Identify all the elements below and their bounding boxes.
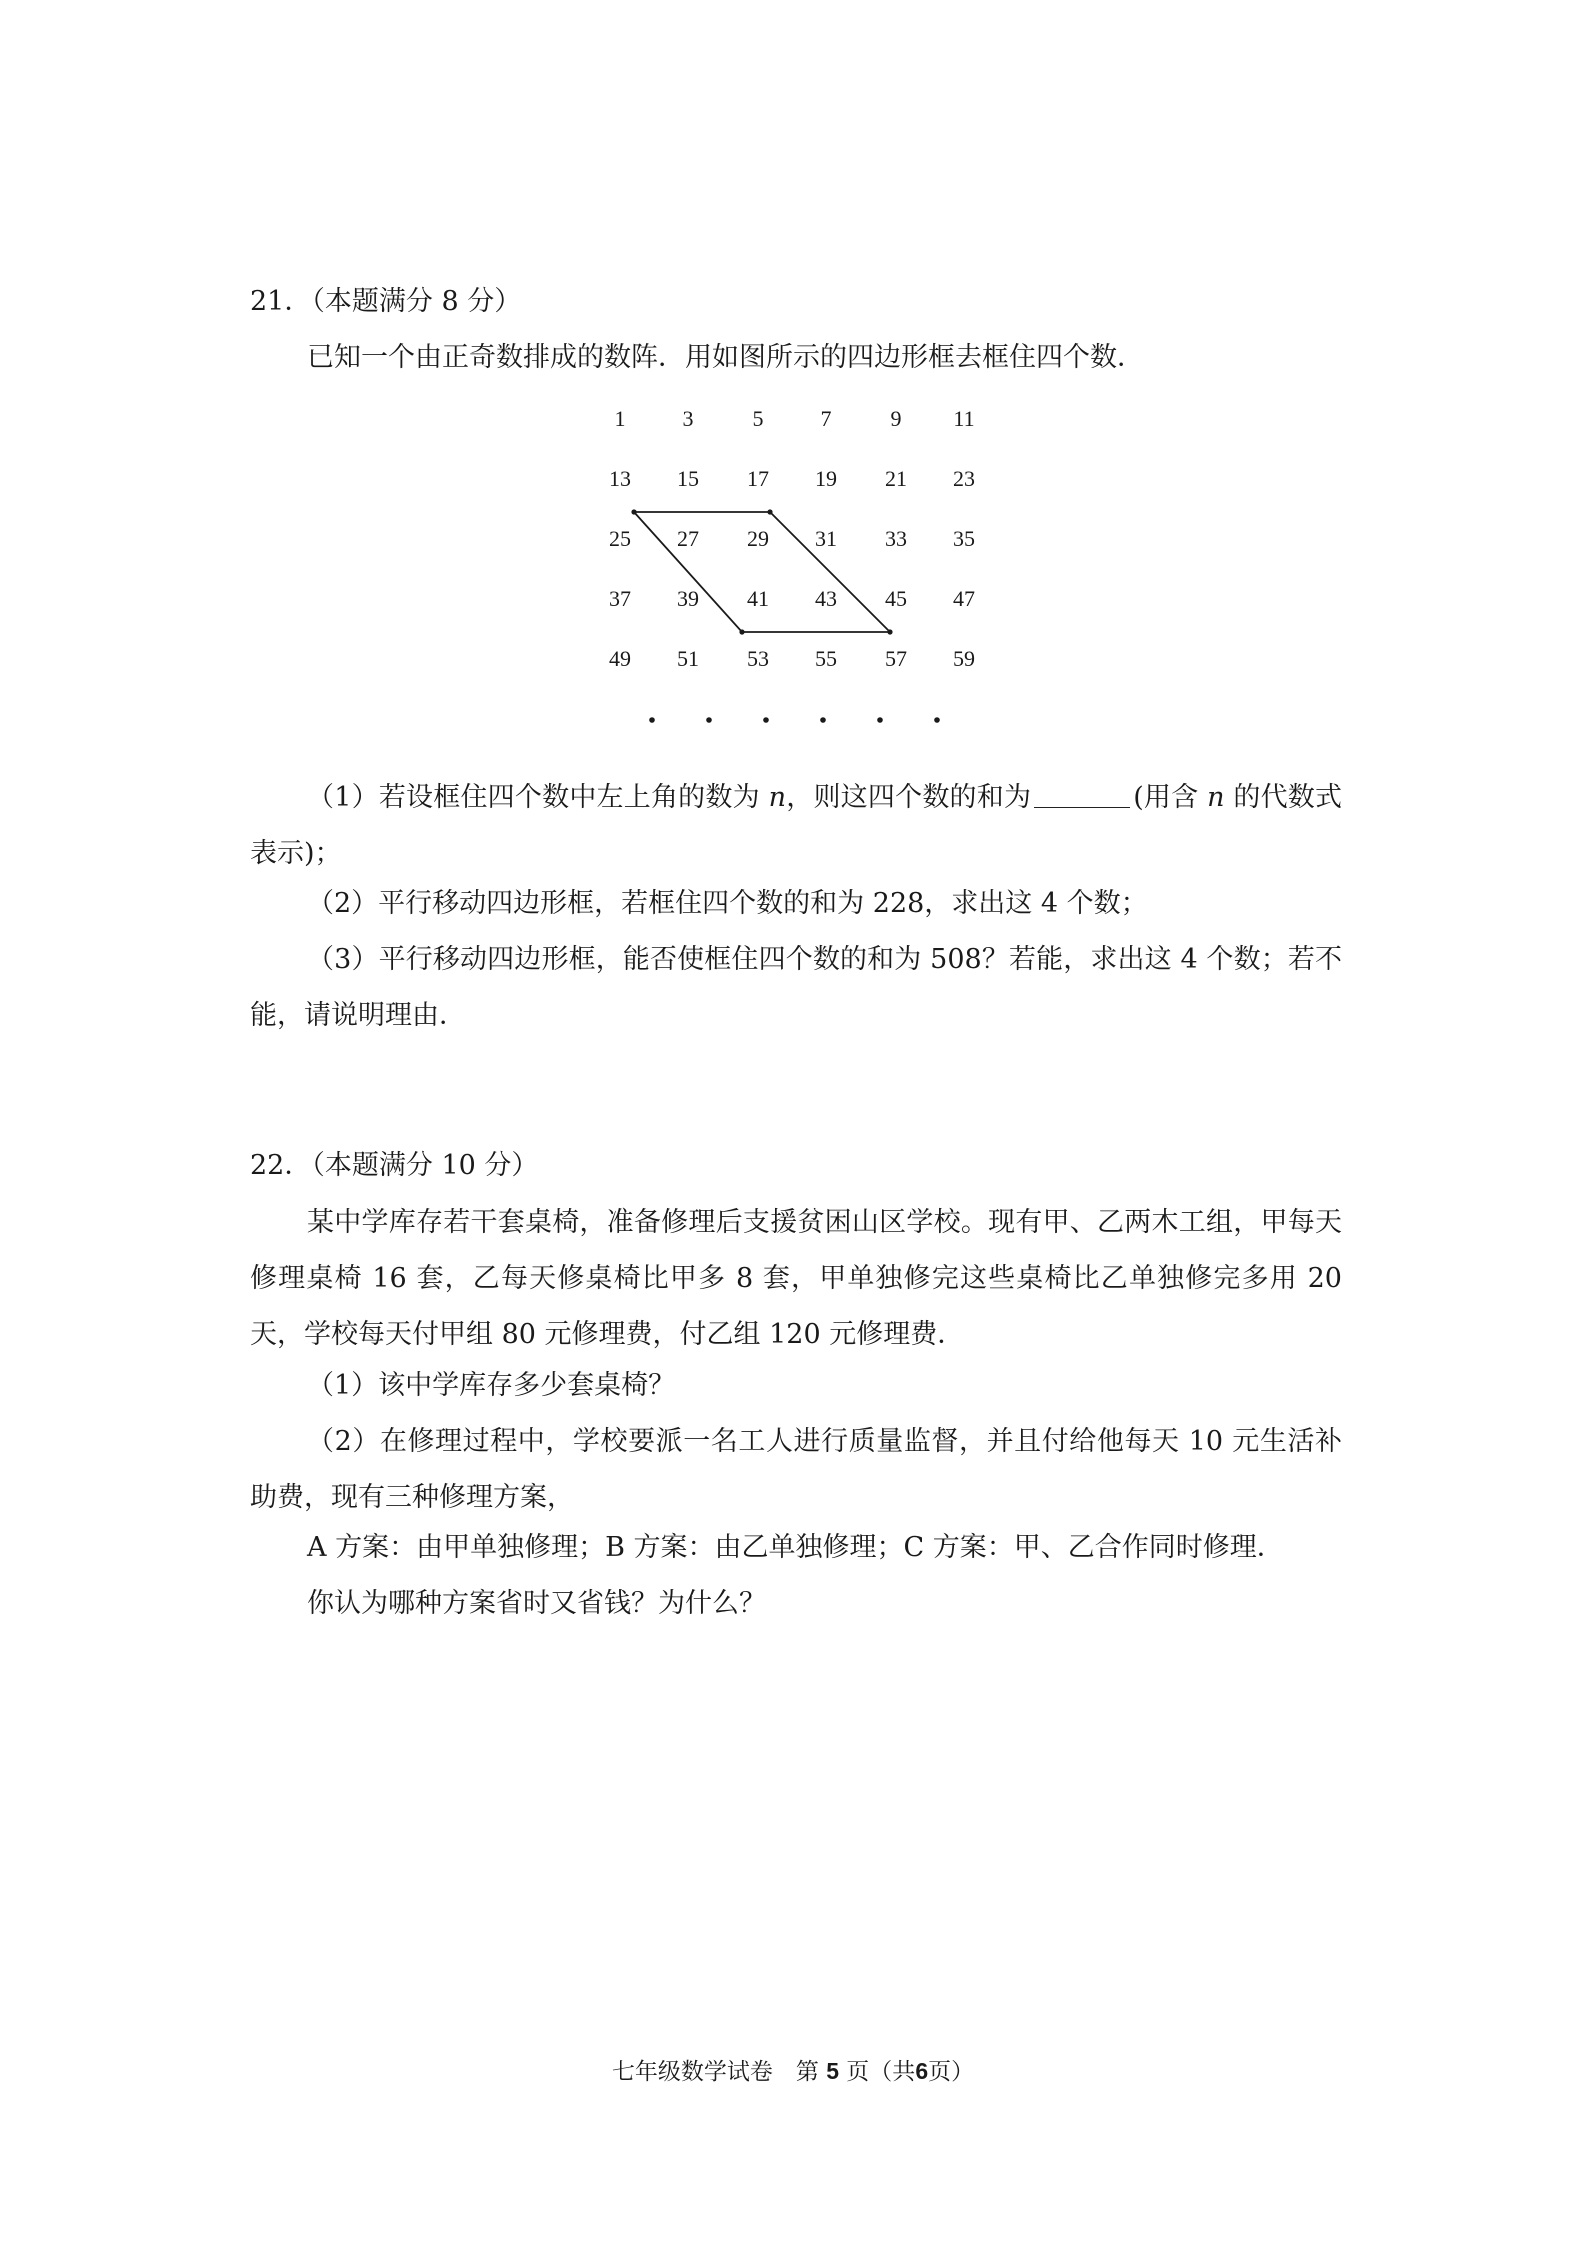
footer-prefix: 七年级数学试卷 第 bbox=[611, 2059, 827, 2085]
array-number: 5 bbox=[752, 406, 764, 431]
array-number: 51 bbox=[677, 646, 699, 671]
odd-number-array-svg bbox=[590, 390, 1010, 750]
footer-page-number: 5 bbox=[826, 2058, 839, 2084]
page-footer bbox=[0, 2056, 1586, 2087]
array-number: 3 bbox=[682, 406, 694, 431]
array-number: 21 bbox=[885, 466, 907, 491]
array-number: 31 bbox=[815, 526, 837, 551]
array-number: 43 bbox=[815, 586, 837, 611]
ellipsis-dot bbox=[763, 717, 769, 723]
q22-body: 某中学库存若干套桌椅，准备修理后支援贫困山区学校。现有甲、乙两木工组，甲每天修理桌椅 16 套，乙每天修桌椅比甲多 8 套，甲单独修完这些桌椅比乙单独修完多用 20 天，学校每天付甲组 80 元修理费，付乙组 120 元修理费． bbox=[250, 1207, 1342, 1350]
array-number: 33 bbox=[885, 526, 907, 551]
array-number: 23 bbox=[953, 466, 975, 491]
ellipsis-dot bbox=[877, 717, 883, 723]
ellipsis-dot bbox=[706, 717, 712, 723]
array-number: 19 bbox=[815, 466, 837, 491]
q21-part1-var-n2: n bbox=[1207, 782, 1225, 813]
frame-vertex-dot bbox=[767, 509, 772, 514]
footer-suffix: 页） bbox=[928, 2059, 975, 2085]
ellipsis-dot bbox=[820, 717, 826, 723]
q21-part3: （3）平行移动四边形框，能否使框住四个数的和为 508？若能，求出这 4 个数；若不能，请说明理由． bbox=[250, 944, 1342, 1031]
odd-number-array-figure bbox=[590, 390, 1010, 750]
ellipsis-dot bbox=[649, 717, 655, 723]
footer-middle: 页（共 bbox=[839, 2059, 916, 2085]
array-number: 45 bbox=[885, 586, 907, 611]
q21-part1-text-c: (用含 bbox=[1133, 782, 1208, 813]
array-number: 49 bbox=[609, 646, 631, 671]
array-number: 17 bbox=[747, 466, 769, 491]
array-number: 15 bbox=[677, 466, 699, 491]
q21-part1-text-b: ，则这四个数的和为 bbox=[786, 782, 1032, 813]
q22-part2: （2）在修理过程中，学校要派一名工人进行质量监督，并且付给他每天 10 元生活补助费，现有三种修理方案， bbox=[250, 1426, 1342, 1513]
q21-part1-var-n: n bbox=[768, 782, 787, 813]
array-number: 47 bbox=[953, 586, 975, 611]
array-number: 39 bbox=[677, 586, 699, 611]
array-number: 59 bbox=[953, 646, 975, 671]
array-number: 29 bbox=[747, 526, 769, 551]
array-number: 27 bbox=[677, 526, 699, 551]
array-number: 7 bbox=[820, 406, 832, 431]
q21-part2: （2）平行移动四边形框，若框住四个数的和为 228，求出这 4 个数； bbox=[307, 888, 1148, 919]
q21-part1-text-a: （1）若设框住四个数中左上角的数为 bbox=[307, 782, 769, 813]
array-number: 1 bbox=[614, 406, 626, 431]
frame-vertex-dot bbox=[631, 509, 636, 514]
q22-question: 你认为哪种方案省时又省钱？为什么？ bbox=[307, 1588, 766, 1619]
array-number: 37 bbox=[609, 586, 631, 611]
q21-header: 21．（本题满分 8 分） bbox=[250, 286, 522, 317]
frame-vertex-dot bbox=[739, 629, 744, 634]
ellipsis-dot bbox=[934, 717, 940, 723]
array-number: 9 bbox=[890, 406, 902, 431]
q21-intro: 已知一个由正奇数排成的数阵．用如图所示的四边形框去框住四个数． bbox=[307, 342, 1144, 373]
q22-part1: （1）该中学库存多少套桌椅？ bbox=[307, 1370, 676, 1401]
q22-plans: A 方案：由甲单独修理；B 方案：由乙单独修理；C 方案：甲、乙合作同时修理． bbox=[307, 1532, 1284, 1563]
array-number: 57 bbox=[885, 646, 907, 671]
frame-vertex-dot bbox=[887, 629, 892, 634]
footer-total-pages: 6 bbox=[915, 2058, 929, 2084]
array-number: 13 bbox=[609, 466, 631, 491]
array-number: 55 bbox=[815, 646, 837, 671]
q21-part1-text-d: 的代数式表示)； bbox=[250, 782, 1343, 869]
q21-part1 bbox=[250, 770, 1342, 882]
q21-answer-blank[interactable] bbox=[1034, 781, 1130, 808]
array-number: 35 bbox=[953, 526, 975, 551]
q22-header: 22．（本题满分 10 分） bbox=[250, 1150, 539, 1181]
array-number: 11 bbox=[953, 406, 975, 431]
array-number: 53 bbox=[747, 646, 769, 671]
array-number: 25 bbox=[609, 526, 631, 551]
array-number: 41 bbox=[747, 586, 769, 611]
